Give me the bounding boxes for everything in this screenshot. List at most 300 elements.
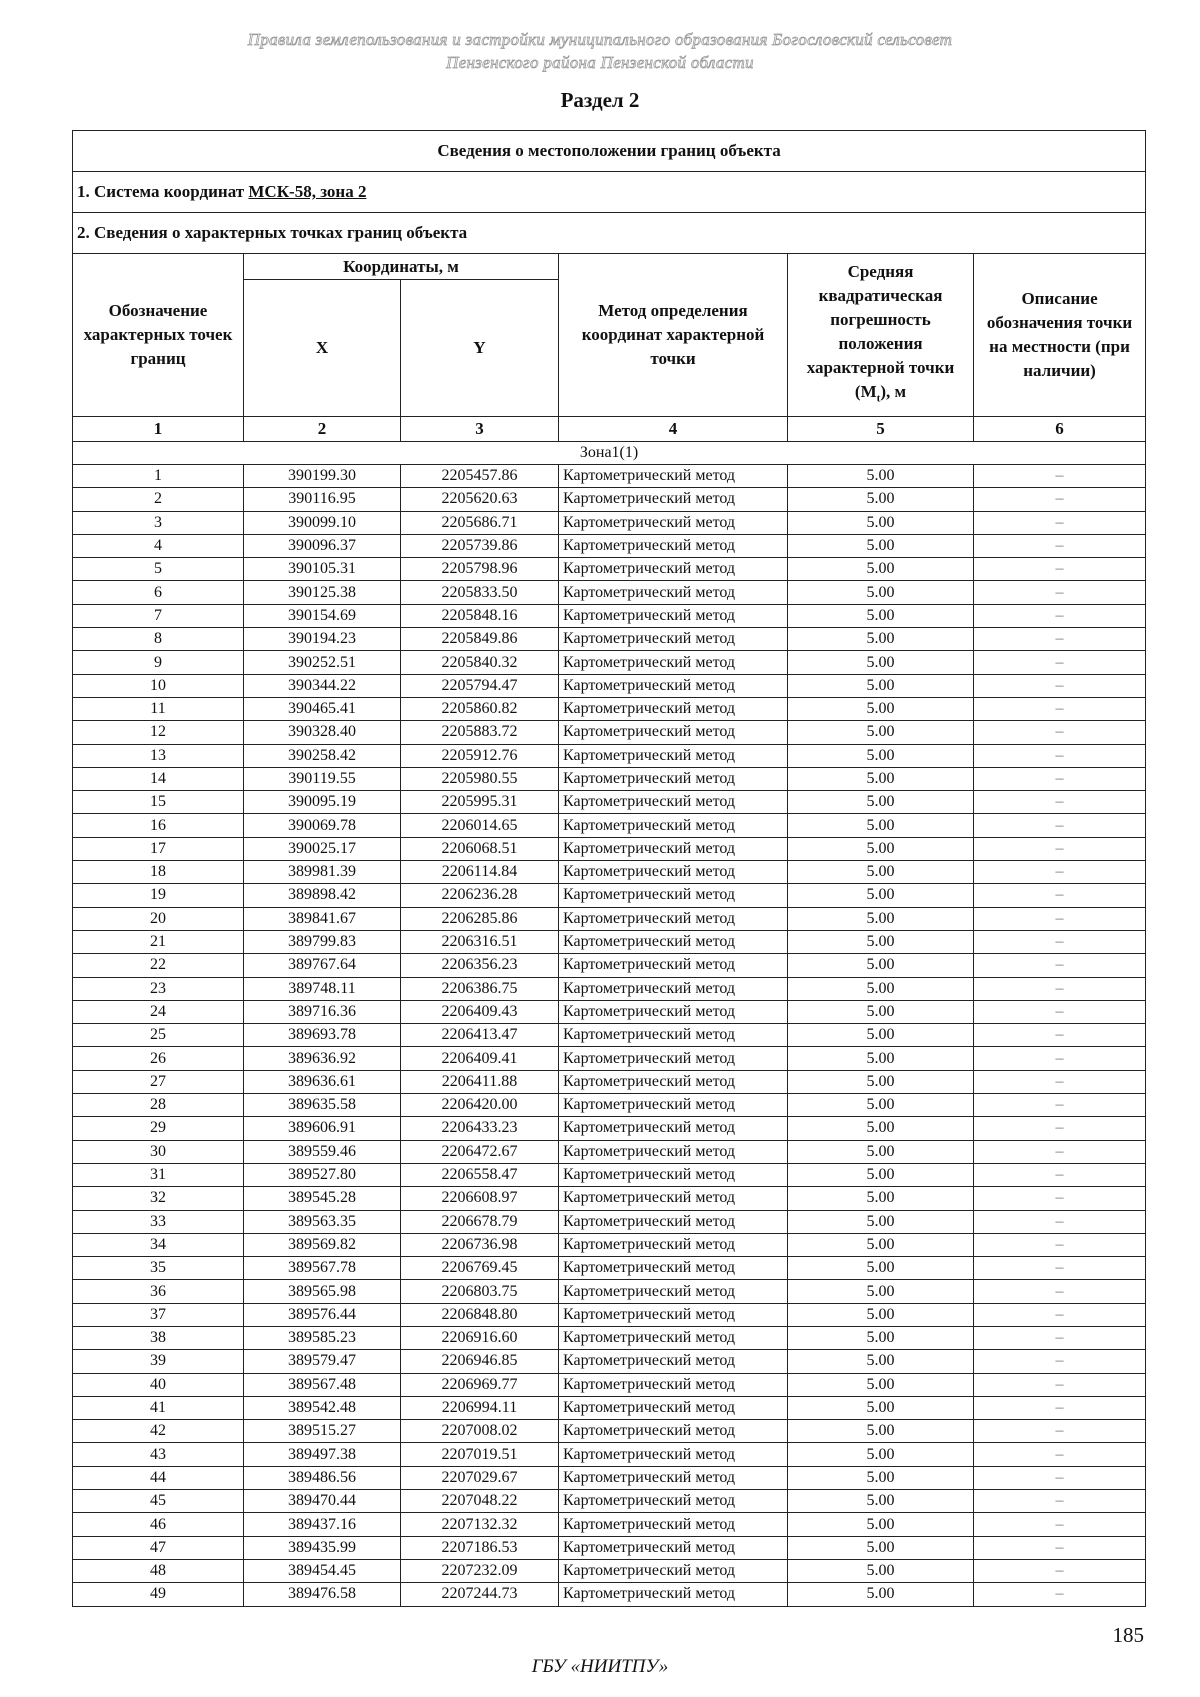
description-cell: –	[974, 628, 1146, 651]
point-number-cell: 37	[73, 1303, 244, 1326]
description-cell: –	[974, 954, 1146, 977]
x-coordinate-cell: 389565.98	[244, 1280, 401, 1303]
method-cell: Картометрический метод	[559, 930, 788, 953]
y-coordinate-cell: 2206316.51	[401, 930, 559, 953]
method-cell: Картометрический метод	[559, 1024, 788, 1047]
point-number-cell: 21	[73, 930, 244, 953]
error-cell: 5.00	[788, 1583, 974, 1606]
error-cell: 5.00	[788, 488, 974, 511]
method-cell: Картометрический метод	[559, 1373, 788, 1396]
table-row	[73, 465, 1146, 488]
description-cell: –	[974, 651, 1146, 674]
point-number-cell: 22	[73, 954, 244, 977]
point-number-cell: 46	[73, 1513, 244, 1536]
x-coordinate-cell: 389585.23	[244, 1326, 401, 1349]
table-row	[73, 1117, 1146, 1140]
y-coordinate-cell: 2206433.23	[401, 1117, 559, 1140]
running-header-line-2: Пензенского района Пензенской области	[446, 53, 754, 72]
method-cell: Картометрический метод	[559, 581, 788, 604]
description-cell: –	[974, 861, 1146, 884]
description-cell: –	[974, 1443, 1146, 1466]
x-coordinate-cell: 390025.17	[244, 837, 401, 860]
x-coordinate-cell: 389545.28	[244, 1187, 401, 1210]
method-cell: Картометрический метод	[559, 884, 788, 907]
point-number-cell: 42	[73, 1420, 244, 1443]
error-cell: 5.00	[788, 465, 974, 488]
method-cell: Картометрический метод	[559, 511, 788, 534]
running-header-line-1: Правила землепользования и застройки муниципального образования Богословский сельсовет	[247, 30, 953, 49]
table-row	[73, 511, 1146, 534]
point-number-cell: 30	[73, 1140, 244, 1163]
boundary-points-table	[72, 130, 1146, 1607]
method-cell: Картометрический метод	[559, 1140, 788, 1163]
description-cell: –	[974, 1210, 1146, 1233]
description-cell: –	[974, 1024, 1146, 1047]
table-row	[73, 1513, 1146, 1536]
point-number-cell: 7	[73, 604, 244, 627]
method-cell: Картометрический метод	[559, 977, 788, 1000]
description-cell: –	[974, 1000, 1146, 1023]
header-error-unit: ), м	[880, 381, 907, 401]
point-number-cell: 48	[73, 1559, 244, 1582]
point-number-cell: 31	[73, 1163, 244, 1186]
error-cell: 5.00	[788, 954, 974, 977]
method-cell: Картометрический метод	[559, 1257, 788, 1280]
y-coordinate-cell: 2206803.75	[401, 1280, 559, 1303]
description-cell: –	[974, 1513, 1146, 1536]
table-row	[73, 534, 1146, 557]
x-coordinate-cell: 390099.10	[244, 511, 401, 534]
y-coordinate-cell: 2206608.97	[401, 1187, 559, 1210]
point-number-cell: 49	[73, 1583, 244, 1606]
method-cell: Картометрический метод	[559, 1443, 788, 1466]
x-coordinate-cell: 389636.61	[244, 1070, 401, 1093]
error-cell: 5.00	[788, 511, 974, 534]
x-coordinate-cell: 389635.58	[244, 1094, 401, 1117]
error-cell: 5.00	[788, 837, 974, 860]
table-row	[73, 1326, 1146, 1349]
column-number: 5	[788, 417, 974, 442]
x-coordinate-cell: 389527.80	[244, 1163, 401, 1186]
x-coordinate-cell: 390116.95	[244, 488, 401, 511]
y-coordinate-cell: 2206014.65	[401, 814, 559, 837]
x-coordinate-cell: 389716.36	[244, 1000, 401, 1023]
error-cell: 5.00	[788, 1210, 974, 1233]
error-cell: 5.00	[788, 1000, 974, 1023]
y-coordinate-cell: 2206409.43	[401, 1000, 559, 1023]
y-coordinate-cell: 2206994.11	[401, 1396, 559, 1419]
table-row	[73, 1140, 1146, 1163]
x-coordinate-cell: 390199.30	[244, 465, 401, 488]
description-cell: –	[974, 1559, 1146, 1582]
method-cell: Картометрический метод	[559, 1163, 788, 1186]
x-coordinate-cell: 390194.23	[244, 628, 401, 651]
table-row	[73, 674, 1146, 697]
method-cell: Картометрический метод	[559, 697, 788, 720]
method-cell: Картометрический метод	[559, 1210, 788, 1233]
description-cell: –	[974, 930, 1146, 953]
point-number-cell: 17	[73, 837, 244, 860]
error-cell: 5.00	[788, 1117, 974, 1140]
y-coordinate-cell: 2206848.80	[401, 1303, 559, 1326]
error-cell: 5.00	[788, 1257, 974, 1280]
y-coordinate-cell: 2206285.86	[401, 907, 559, 930]
description-cell: –	[974, 1396, 1146, 1419]
table-row	[73, 1490, 1146, 1513]
y-coordinate-cell: 2205833.50	[401, 581, 559, 604]
table-row	[73, 1396, 1146, 1419]
description-cell: –	[974, 1536, 1146, 1559]
x-coordinate-cell: 389515.27	[244, 1420, 401, 1443]
description-cell: –	[974, 1163, 1146, 1186]
table-row	[73, 1024, 1146, 1047]
point-number-cell: 43	[73, 1443, 244, 1466]
error-cell: 5.00	[788, 767, 974, 790]
error-cell: 5.00	[788, 581, 974, 604]
point-number-cell: 10	[73, 674, 244, 697]
y-coordinate-cell: 2205912.76	[401, 744, 559, 767]
error-cell: 5.00	[788, 1420, 974, 1443]
x-coordinate-cell: 389437.16	[244, 1513, 401, 1536]
y-coordinate-cell: 2206114.84	[401, 861, 559, 884]
points-section-title: 2. Сведения о характерных точках границ объекта	[73, 213, 1146, 254]
description-cell: –	[974, 1326, 1146, 1349]
y-coordinate-cell: 2206420.00	[401, 1094, 559, 1117]
table-row	[73, 721, 1146, 744]
error-cell: 5.00	[788, 1047, 974, 1070]
x-coordinate-cell: 389898.42	[244, 884, 401, 907]
table-title: Сведения о местоположении границ объекта	[73, 131, 1146, 172]
method-cell: Картометрический метод	[559, 814, 788, 837]
description-cell: –	[974, 1140, 1146, 1163]
error-cell: 5.00	[788, 1140, 974, 1163]
y-coordinate-cell: 2206386.75	[401, 977, 559, 1000]
description-cell: –	[974, 721, 1146, 744]
error-cell: 5.00	[788, 651, 974, 674]
error-cell: 5.00	[788, 1094, 974, 1117]
x-coordinate-cell: 389567.78	[244, 1257, 401, 1280]
y-coordinate-cell: 2205840.32	[401, 651, 559, 674]
error-cell: 5.00	[788, 907, 974, 930]
error-cell: 5.00	[788, 814, 974, 837]
method-cell: Картометрический метод	[559, 1466, 788, 1489]
description-cell: –	[974, 1490, 1146, 1513]
table-row	[73, 814, 1146, 837]
point-number-cell: 11	[73, 697, 244, 720]
error-cell: 5.00	[788, 1070, 974, 1093]
x-coordinate-cell: 389841.67	[244, 907, 401, 930]
table-row	[73, 1350, 1146, 1373]
y-coordinate-cell: 2205798.96	[401, 558, 559, 581]
y-coordinate-cell: 2206472.67	[401, 1140, 559, 1163]
description-cell: –	[974, 674, 1146, 697]
table-row	[73, 651, 1146, 674]
y-coordinate-cell: 2205739.86	[401, 534, 559, 557]
error-cell: 5.00	[788, 791, 974, 814]
y-coordinate-cell: 2206409.41	[401, 1047, 559, 1070]
error-cell: 5.00	[788, 1396, 974, 1419]
y-coordinate-cell: 2206736.98	[401, 1233, 559, 1256]
table-row	[73, 791, 1146, 814]
description-cell: –	[974, 1094, 1146, 1117]
page-footer: ГБУ «НИИТПУ»	[531, 1656, 669, 1677]
point-number-cell: 25	[73, 1024, 244, 1047]
table-row	[73, 558, 1146, 581]
point-number-cell: 18	[73, 861, 244, 884]
method-cell: Картометрический метод	[559, 1490, 788, 1513]
table-row	[73, 1583, 1146, 1606]
method-cell: Картометрический метод	[559, 1000, 788, 1023]
x-coordinate-cell: 389542.48	[244, 1396, 401, 1419]
x-coordinate-cell: 389454.45	[244, 1559, 401, 1582]
description-cell: –	[974, 1350, 1146, 1373]
point-number-cell: 12	[73, 721, 244, 744]
error-cell: 5.00	[788, 930, 974, 953]
table-row	[73, 954, 1146, 977]
header-x: X	[244, 280, 401, 417]
point-number-cell: 40	[73, 1373, 244, 1396]
error-cell: 5.00	[788, 1373, 974, 1396]
point-number-cell: 26	[73, 1047, 244, 1070]
x-coordinate-cell: 390069.78	[244, 814, 401, 837]
table-row	[73, 1000, 1146, 1023]
table-row	[73, 1257, 1146, 1280]
description-cell: –	[974, 1187, 1146, 1210]
description-cell: –	[974, 1280, 1146, 1303]
method-cell: Картометрический метод	[559, 1513, 788, 1536]
x-coordinate-cell: 389636.92	[244, 1047, 401, 1070]
method-cell: Картометрический метод	[559, 1280, 788, 1303]
coordinate-system-row	[73, 172, 1146, 213]
method-cell: Картометрический метод	[559, 1117, 788, 1140]
y-coordinate-cell: 2206558.47	[401, 1163, 559, 1186]
x-coordinate-cell: 389476.58	[244, 1583, 401, 1606]
x-coordinate-cell: 390258.42	[244, 744, 401, 767]
point-number-cell: 32	[73, 1187, 244, 1210]
description-cell: –	[974, 907, 1146, 930]
table-row	[73, 1070, 1146, 1093]
table-row	[73, 1094, 1146, 1117]
y-coordinate-cell: 2206068.51	[401, 837, 559, 860]
page-number: 185	[1112, 1623, 1144, 1647]
table-row	[73, 861, 1146, 884]
table-row	[73, 977, 1146, 1000]
error-cell: 5.00	[788, 674, 974, 697]
point-number-cell: 8	[73, 628, 244, 651]
error-cell: 5.00	[788, 1559, 974, 1582]
y-coordinate-cell: 2206969.77	[401, 1373, 559, 1396]
description-cell: –	[974, 767, 1146, 790]
method-cell: Картометрический метод	[559, 1396, 788, 1419]
method-cell: Картометрический метод	[559, 1326, 788, 1349]
description-cell: –	[974, 488, 1146, 511]
point-number-cell: 19	[73, 884, 244, 907]
table-row	[73, 907, 1146, 930]
y-coordinate-cell: 2207048.22	[401, 1490, 559, 1513]
y-coordinate-cell: 2205686.71	[401, 511, 559, 534]
error-cell: 5.00	[788, 604, 974, 627]
description-cell: –	[974, 1466, 1146, 1489]
method-cell: Картометрический метод	[559, 534, 788, 557]
x-coordinate-cell: 389486.56	[244, 1466, 401, 1489]
method-cell: Картометрический метод	[559, 954, 788, 977]
method-cell: Картометрический метод	[559, 767, 788, 790]
error-cell: 5.00	[788, 721, 974, 744]
y-coordinate-cell: 2207244.73	[401, 1583, 559, 1606]
table-row	[73, 1303, 1146, 1326]
y-coordinate-cell: 2206769.45	[401, 1257, 559, 1280]
table-row	[73, 744, 1146, 767]
description-cell: –	[974, 697, 1146, 720]
error-cell: 5.00	[788, 1513, 974, 1536]
method-cell: Картометрический метод	[559, 674, 788, 697]
description-cell: –	[974, 744, 1146, 767]
x-coordinate-cell: 390328.40	[244, 721, 401, 744]
method-cell: Картометрический метод	[559, 488, 788, 511]
x-coordinate-cell: 389470.44	[244, 1490, 401, 1513]
table-row	[73, 1280, 1146, 1303]
x-coordinate-cell: 389563.35	[244, 1210, 401, 1233]
point-number-cell: 14	[73, 767, 244, 790]
y-coordinate-cell: 2205794.47	[401, 674, 559, 697]
table-row	[73, 581, 1146, 604]
x-coordinate-cell: 390154.69	[244, 604, 401, 627]
points-table-body	[73, 465, 1146, 1607]
method-cell: Картометрический метод	[559, 1583, 788, 1606]
point-number-cell: 20	[73, 907, 244, 930]
error-cell: 5.00	[788, 1443, 974, 1466]
method-cell: Картометрический метод	[559, 651, 788, 674]
point-number-cell: 39	[73, 1350, 244, 1373]
point-number-cell: 2	[73, 488, 244, 511]
method-cell: Картометрический метод	[559, 907, 788, 930]
y-coordinate-cell: 2206411.88	[401, 1070, 559, 1093]
point-number-cell: 6	[73, 581, 244, 604]
method-cell: Картометрический метод	[559, 1094, 788, 1117]
error-cell: 5.00	[788, 697, 974, 720]
point-number-cell: 38	[73, 1326, 244, 1349]
table-row	[73, 884, 1146, 907]
description-cell: –	[974, 1373, 1146, 1396]
error-cell: 5.00	[788, 1163, 974, 1186]
description-cell: –	[974, 1233, 1146, 1256]
table-row	[73, 767, 1146, 790]
description-cell: –	[974, 1070, 1146, 1093]
x-coordinate-cell: 389799.83	[244, 930, 401, 953]
coordinate-system-value: МСК-58, зона 2	[248, 182, 367, 201]
y-coordinate-cell: 2207186.53	[401, 1536, 559, 1559]
y-coordinate-cell: 2205457.86	[401, 465, 559, 488]
description-cell: –	[974, 1303, 1146, 1326]
column-number: 2	[244, 417, 401, 442]
y-coordinate-cell: 2207019.51	[401, 1443, 559, 1466]
header-description: Описание обозначения точки на местности (при наличии)	[974, 254, 1146, 417]
description-cell: –	[974, 791, 1146, 814]
column-number: 1	[73, 417, 244, 442]
y-coordinate-cell: 2206356.23	[401, 954, 559, 977]
error-cell: 5.00	[788, 977, 974, 1000]
table-row	[73, 930, 1146, 953]
description-cell: –	[974, 884, 1146, 907]
error-cell: 5.00	[788, 1233, 974, 1256]
y-coordinate-cell: 2205883.72	[401, 721, 559, 744]
point-number-cell: 33	[73, 1210, 244, 1233]
x-coordinate-cell: 389693.78	[244, 1024, 401, 1047]
point-number-cell: 15	[73, 791, 244, 814]
y-coordinate-cell: 2205848.16	[401, 604, 559, 627]
y-coordinate-cell: 2206678.79	[401, 1210, 559, 1233]
error-cell: 5.00	[788, 1536, 974, 1559]
x-coordinate-cell: 389559.46	[244, 1140, 401, 1163]
point-number-cell: 16	[73, 814, 244, 837]
header-method: Метод определения координат характерной точки	[559, 254, 788, 417]
method-cell: Картометрический метод	[559, 721, 788, 744]
error-cell: 5.00	[788, 628, 974, 651]
x-coordinate-cell: 390095.19	[244, 791, 401, 814]
x-coordinate-cell: 390125.38	[244, 581, 401, 604]
y-coordinate-cell: 2207232.09	[401, 1559, 559, 1582]
method-cell: Картометрический метод	[559, 1420, 788, 1443]
table-row	[73, 1047, 1146, 1070]
column-numbers-row	[73, 417, 1146, 442]
table-row	[73, 837, 1146, 860]
x-coordinate-cell: 390096.37	[244, 534, 401, 557]
x-coordinate-cell: 389569.82	[244, 1233, 401, 1256]
method-cell: Картометрический метод	[559, 604, 788, 627]
table-row	[73, 1187, 1146, 1210]
point-number-cell: 5	[73, 558, 244, 581]
x-coordinate-cell: 389576.44	[244, 1303, 401, 1326]
header-coordinates: Координаты, м	[244, 254, 559, 280]
error-cell: 5.00	[788, 1280, 974, 1303]
column-number: 4	[559, 417, 788, 442]
x-coordinate-cell: 390344.22	[244, 674, 401, 697]
point-number-cell: 23	[73, 977, 244, 1000]
y-coordinate-cell: 2207029.67	[401, 1466, 559, 1489]
x-coordinate-cell: 389435.99	[244, 1536, 401, 1559]
x-coordinate-cell: 389579.47	[244, 1350, 401, 1373]
error-cell: 5.00	[788, 884, 974, 907]
table-row	[73, 697, 1146, 720]
error-cell: 5.00	[788, 1303, 974, 1326]
y-coordinate-cell: 2206236.28	[401, 884, 559, 907]
point-number-cell: 1	[73, 465, 244, 488]
description-cell: –	[974, 814, 1146, 837]
y-coordinate-cell: 2206946.85	[401, 1350, 559, 1373]
column-number: 6	[974, 417, 1146, 442]
x-coordinate-cell: 389497.38	[244, 1443, 401, 1466]
method-cell: Картометрический метод	[559, 558, 788, 581]
method-cell: Картометрический метод	[559, 744, 788, 767]
point-number-cell: 29	[73, 1117, 244, 1140]
method-cell: Картометрический метод	[559, 465, 788, 488]
description-cell: –	[974, 465, 1146, 488]
method-cell: Картометрический метод	[559, 1303, 788, 1326]
method-cell: Картометрический метод	[559, 1559, 788, 1582]
error-cell: 5.00	[788, 744, 974, 767]
x-coordinate-cell: 389981.39	[244, 861, 401, 884]
point-number-cell: 36	[73, 1280, 244, 1303]
table-row	[73, 1233, 1146, 1256]
y-coordinate-cell: 2205980.55	[401, 767, 559, 790]
header-designation: Обозначение характерных точек границ	[73, 254, 244, 417]
table-row	[73, 1466, 1146, 1489]
description-cell: –	[974, 1257, 1146, 1280]
y-coordinate-cell: 2206413.47	[401, 1024, 559, 1047]
table-row	[73, 1163, 1146, 1186]
x-coordinate-cell: 389567.48	[244, 1373, 401, 1396]
description-cell: –	[974, 604, 1146, 627]
